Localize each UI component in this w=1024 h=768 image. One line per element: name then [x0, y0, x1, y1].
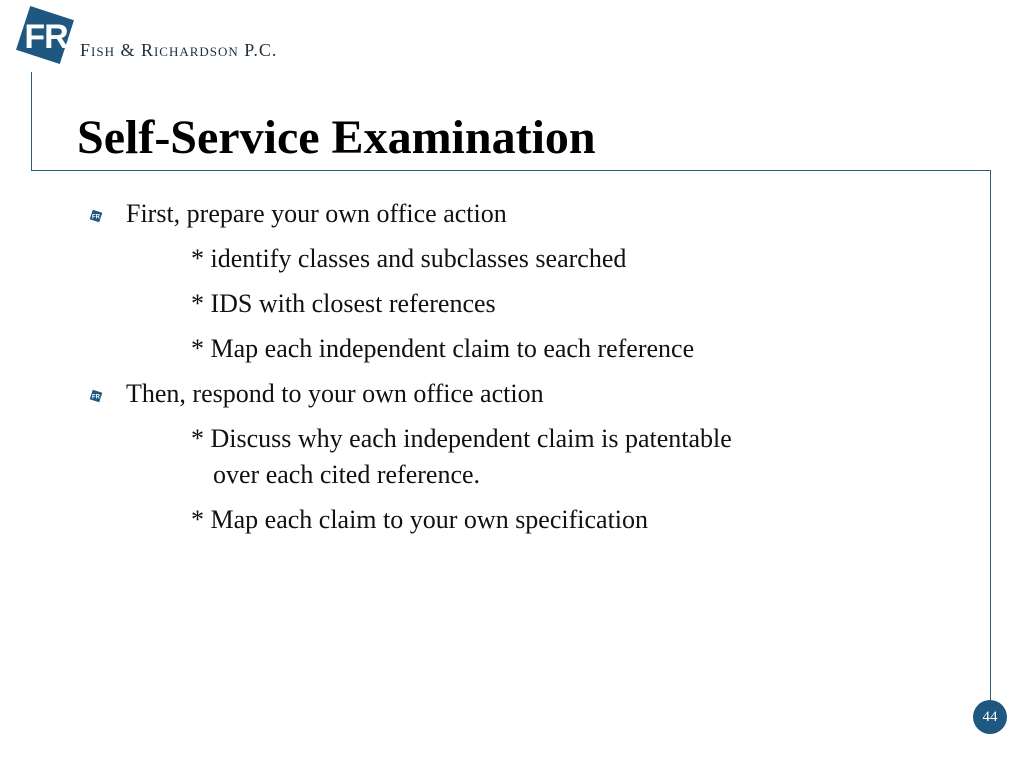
slide-title: Self-Service Examination — [77, 111, 596, 164]
fr-diamond-bullet-icon — [88, 388, 104, 404]
fr-diamond-bullet-icon — [88, 208, 104, 224]
logo-mark: FR — [24, 18, 68, 56]
frame-top-rule — [31, 170, 991, 171]
page-number-badge: 44 — [973, 700, 1007, 734]
sub-bullet: * Map each claim to your own specification — [191, 505, 649, 534]
svg-text:FR: FR — [92, 214, 100, 221]
sub-bullet: * IDS with closest references — [191, 289, 496, 318]
frame-left-rule — [31, 72, 32, 170]
svg-text:FR: FR — [92, 394, 100, 401]
slide-body — [88, 196, 968, 547]
sub-bullet-line2: over each cited reference. — [213, 460, 481, 489]
bullet-item — [88, 196, 968, 232]
frame-right-rule — [990, 170, 991, 700]
bullet-item — [88, 376, 968, 412]
sub-bullet — [88, 421, 968, 493]
firm-name: Fish & Richardson P.C. — [80, 40, 278, 60]
sub-bullet: * identify classes and subclasses searched — [191, 244, 627, 273]
bullet-text: Then, respond to your own office action — [126, 379, 544, 408]
bullet-text: First, prepare your own office action — [126, 199, 507, 228]
sub-bullet: * Map each independent claim to each reference — [191, 334, 695, 363]
sub-bullet-line1: * Discuss why each independent claim is patentable — [191, 424, 732, 453]
